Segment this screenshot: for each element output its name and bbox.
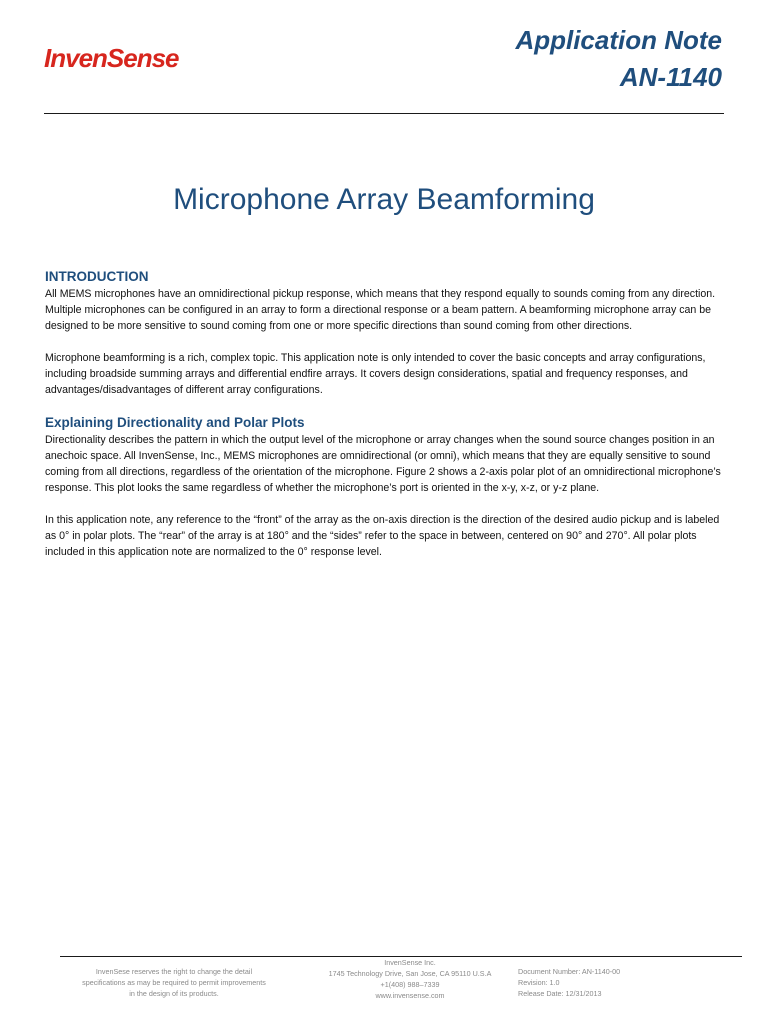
company-website[interactable]: www.invensense.com [375,991,445,1000]
intro-paragraph-1: All MEMS microphones have an omnidirectional pickup response, which means that they respond equally to sounds coming from any direction. Multiple microphones can be configured in an array to form a directional response or a beam pattern. A beamforming microphone array can be designed to be more sensitive to sound coming from one or more specific directions than sound coming from other directions. [45,288,716,332]
introduction-heading: INTRODUCTION [45,269,149,284]
application-note-title [515,22,722,96]
directionality-heading: Explaining Directionality and Polar Plots [45,415,305,430]
company-name: InvenSense Inc. [384,958,436,967]
disclaimer-line-1: InvenSese reserves the right to change the detail [95,967,253,976]
document-title: Microphone Array Beamforming [173,183,595,217]
footer-document-info [518,966,718,999]
invensense-logo: InvenSense [44,43,179,73]
directionality-paragraph-1: Directionality describes the pattern in which the output level of the microphone or array changes when the sound source changes position in an anechoic space. All InvenSense, Inc., MEMS microphones are omnidirectional (or omni), which means that they are equally sensitive to sound coming from all directions, regardless of the orientation of the microphone. Figure 2 shows a 2-axis polar plot of an omnidirectional microphone’s response. This plot looks the same regardless of whether the microphone’s port is oriented in the x-y, x-z, or y-z plane. [45,434,721,494]
page-footer [0,956,768,1016]
document-revision: Revision: 1.0 [518,978,560,987]
document-release-date: Release Date: 12/31/2013 [518,989,602,998]
document-body [45,268,725,576]
document-number: Document Number: AN-1140-00 [518,967,621,976]
app-note-label: Application Note [515,25,722,55]
disclaimer-line-2: specifications as may be required to permit improvements [82,978,266,987]
app-note-number: AN-1140 [619,62,722,92]
header-divider [44,113,724,114]
footer-company-info [298,957,522,1001]
company-phone: +1(408) 988–7339 [380,980,440,989]
disclaimer-line-3: in the design of its products. [129,989,219,998]
directionality-paragraph-2: In this application note, any reference to the “front” of the array as the on-axis direction is the direction of the desired audio pickup and is labeled as 0° in polar plots. The “rear” of the array is at 180° and the “sides” refer to the space in between, centered on 90° and 270°. All polar plots included in this application note are normalized to the 0° response level. [45,514,720,558]
intro-paragraph-2: Microphone beamforming is a rich, complex topic. This application note is only intended to cover the basic concepts and array configurations, including broadside summing arrays and differential endfire arrays. It covers design considerations, spatial and frequency responses, and advantages/disadvantages of different array configurations. [45,352,706,396]
company-address: 1745 Technology Drive, San Jose, CA 95110 U.S.A [328,969,492,978]
footer-disclaimer [58,966,290,999]
